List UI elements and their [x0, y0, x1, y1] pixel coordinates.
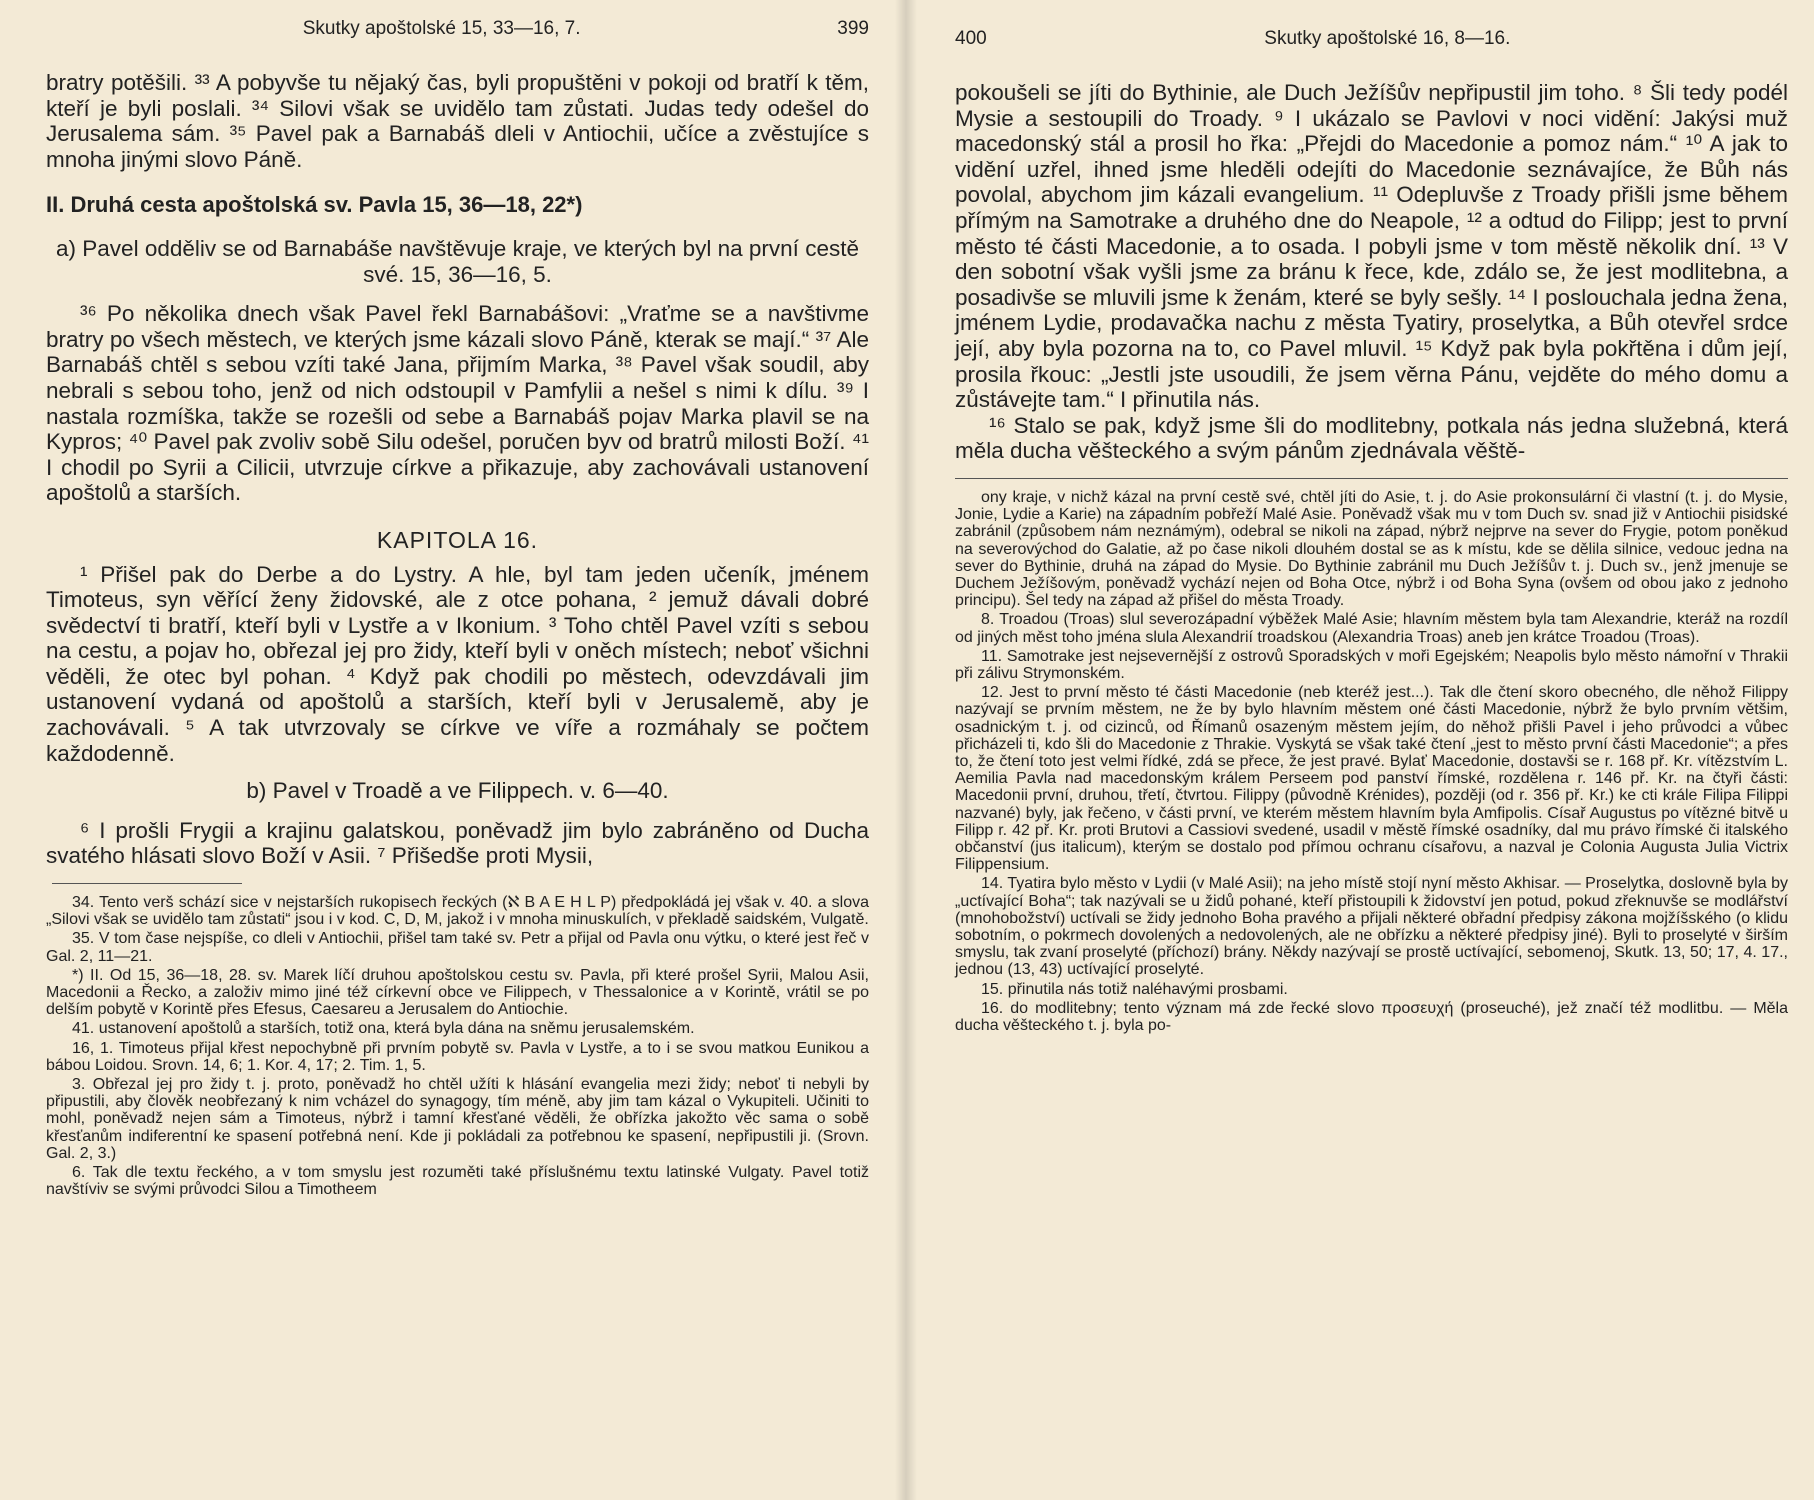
left-paragraph-4: ⁶ I prošli Frygii a krajinu galatskou, poněvadž jim bylo zabráněno od Ducha svatého hlásati slovo Boží v Asii. ⁷ Přišedše proti Mysii,	[46, 817, 869, 869]
book-gutter	[895, 0, 917, 1500]
footnote: 35. V tom čase nejspíše, co dleli v Antiochii, přišel tam také sv. Petr a přijal od Pavla onu výtku, o které jest řeč v Gal. 2, 11—21.	[46, 930, 869, 965]
subheading-a: a) Pavel odděliv se od Barnabáše navštěvuje kraje, ve kterých byl na první cestě své. 15, 36—16, 5.	[56, 235, 859, 287]
left-paragraph-3: ¹ Přišel pak do Derbe a do Lystry. A hle, byl tam jeden učeník, jménem Timoteus, syn věřící ženy židovské, ale z otce pohana, ² jemuž dávali dobré svědectví ti bratří, kteří byli v Lystře a v Ikonium. ³ Toho chtěl Pavel vzíti s sebou na cestu, a pojav ho, obřezal jej pro židy, kteří byli v oněch místech; neboť všichni věděli, že otec byl pohan. ⁴ Když pak chodili po městech, odevzdávali jim ustanovení vydaná od apoštolů a starších, kteří byli v Jerusalemě, aby je zachovávali. ⁵ A tak utvrzovaly se církve ve víře a rozmáhaly se počtem každodenně.	[46, 561, 869, 766]
footnote: 16. do modlitebny; tento význam má zde řecké slovo προσευχή (proseuché), jež značí též modlitbu. — Měla ducha věšteckého t. j. byla po-	[955, 999, 1788, 1034]
right-body-text	[955, 80, 1788, 464]
right-page-number: 400	[955, 28, 987, 49]
left-paragraph-2: ³⁶ Po několika dnech však Pavel řekl Barnabášovi: „Vraťme se a navštivme bratry po všech městech, ve kterých jsme kázali slovo Páně, kterak se mají.“ ³⁷ Ale Barnabáš chtěl s sebou vzíti také Jana, přijmím Marka, ³⁸ Pavel však soudil, aby nebrali s sebou toho, jenž od nich odstoupil v Pamfylii a nešel s nimi k dílu. ³⁹ I nastala rozmíška, takže se rozešli od sebe a Barnabáš pojav Marka plavil se na Kypros; ⁴⁰ Pavel pak zvoliv sobě Silu odešel, poručen byv od bratrů milosti Boží. ⁴¹ I chodil po Syrii a Cilicii, utvrzuje církve a přikazuje, aby zachovávali ustanovení apoštolů a starších.	[46, 301, 869, 506]
subheading-b: b) Pavel v Troadě a ve Filippech. v. 6—40.	[246, 778, 669, 804]
footnote: 41. ustanovení apoštolů a starších, totiž ona, která byla dána na sněmu jerusalemském.	[72, 1020, 695, 1038]
footnote: *) II. Od 15, 36—18, 28. sv. Marek líčí druhou apoštolskou cestu sv. Pavla, při které prošel Syrii, Malou Asii, Macedonii a Řecko, a založiv mimo jiné též církevní obce ve Filippech, v Thessalonice a v Korintě, vrátil se po delším pobytě v Korintě přes Efesus, Caesareu a Jerusalem do Antiochie.	[46, 966, 869, 1019]
left-paragraph-1: bratry potěšili. ³³ A pobyvše tu nějaký čas, byli propuštěni v pokoji od bratří k těm, kteří je byli poslali. ³⁴ Silovi však se uvidělo tam zůstati. Judas tedy odešel do Jerusalema sám. ³⁵ Pavel pak a Barnabáš dleli v Antiochii, učíce a zvěstujíce s mnoha jinými slovo Páně.	[46, 70, 869, 172]
left-footnotes	[46, 894, 869, 1198]
right-paragraph-2: ¹⁶ Stalo se pak, když jsme šli do modlitebny, potkala nás jedna služebná, která měla ducha věšteckého a svým pánům zjednávala věště-	[955, 412, 1788, 464]
section-heading: II. Druhá cesta apoštolská sv. Pavla 15, 36—18, 22*)	[46, 192, 583, 218]
footnote: ony kraje, v nichž kázal na první cestě své, chtěl jíti do Asie, t. j. do Asie prokonsulární či vlastní (t. j. do Mysie, Jonie, Lydie a Karie) na západním pobřeží Malé Asie. Poněvadž však mu v tom Duch sv. snad již v Antiochii pisidské zabránil (způsobem nám neznámým), odebral se nikoli na západ, nýbrž nejprve na sever do Frygie, potom poněkud na severovýchod do Galatie, až po čase nikoli dlouhém dostal se as k místu, kde se dělila silnice, vedouc jedna na sever do Bythinie, druhá na západ do Mysie. Do Bythinie zabránil mu Duch Ježíšův t. j. Duch sv., jenž jmenuje se Duchem Ježíšovým, poněvadž vychází nejen od Boha Otce, nýbrž i od Boha Syna (ovšem od obou jako z jednoho principu). Šel tedy na západ až přišel do města Troady.	[955, 488, 1788, 610]
footnote: 3. Obřezal jej pro židy t. j. proto, poněvadž ho chtěl užíti k hlásání evangelia mezi židy; neboť ti nebyli by připustili, aby člověk neobřezaný k nim vcházel do synagogy, tím méně, aby jim tam kázal o Vykupiteli. Učiniti to mohl, poněvadž nejen sám a Timoteus, nýbrž i tamní křesťané věděli, že obřízka jakožto věc sama o sobě křesťanům indiferentní ke spasení potřebná není. Kde ji pokládali za potřebnou ke spasení, nepřipustili ji. (Srovn. Gal. 2, 3.)	[46, 1076, 869, 1162]
right-paragraph-1: pokoušeli se jíti do Bythinie, ale Duch Ježíšův nepřipustil jim toho. ⁸ Šli tedy podél Mysie a sestoupili do Troady. ⁹ I ukázalo se Pavlovi v noci vidění: Jakýsi muž macedonský stál a prosil ho řka: „Přejdi do Macedonie a pomoz nám.“ ¹⁰ A jak to vidění uzřel, ihned jsme hleděli odejíti do Macedonie seznávajíce, že Bůh nás povolal, abychom jim kázali evangelium. ¹¹ Odepluvše z Troady přišli jsme během přímým na Samotrake a druhého dne do Neapole, ¹² a odtud do Filipp; jest to první město té části Macedonie, a to osada. I pobyli jsme v tom městě několik dní. ¹³ V den sobotní však vyšli jsme za bránu k řece, kde, zdálo se, že jest modlitebna, a posadivše se mluvili jsme k ženám, které se byly sešly. ¹⁴ I poslouchala jedna žena, jménem Lydie, prodavačka nachu z města Tyatiry, proselytka, a Bůh otevřel srdce její, aby byla pozorna na to, co Pavel mluvil. ¹⁵ Když pak byla pokřtěna i dům její, prosila řkouc: „Jestli jste usoudili, že jsem věrna Pánu, vejděte do mého domu a zůstávejte tam.“ I přinutila nás.	[955, 80, 1788, 413]
right-running-head	[955, 28, 1788, 58]
footnote: 34. Tento verš schází sice v nejstarších rukopisech řeckých (ℵ B A E H L P) předpokládá jej však v. 40. a slova „Silovi však se uvidělo tam zůstati“ jsou i v kod. C, D, M, jakož i v mnoha minuskulích, v překladě saidském, Vulgatě.	[46, 894, 869, 929]
right-running-title: Skutky apoštolské 16, 8—16.	[1264, 28, 1511, 49]
footnote-rule	[52, 883, 242, 884]
left-running-head	[46, 18, 869, 48]
left-page-number: 399	[837, 18, 869, 39]
left-body-text	[46, 70, 869, 869]
footnote: 6. Tak dle textu řeckého, a v tom smyslu jest rozuměti také příslušnému textu latinské Vulgaty. Pavel totiž navštíviv se svými průvodci Silou a Timotheem	[46, 1164, 869, 1199]
footnote: 11. Samotrake jest nejsevernější z ostrovů Sporadských v moři Egejském; Neapolis bylo město námořní v Thrakii při zálivu Strymonském.	[955, 647, 1788, 682]
footnote: 15. přinutila nás totiž naléhavými prosbami.	[981, 980, 1288, 998]
footnote-rule	[955, 478, 1788, 479]
left-page	[0, 0, 905, 1500]
footnote: 16, 1. Timoteus přijal křest nepochybně při prvním pobytě sv. Pavla v Lystře, a to i se svou matkou Eunikou a bábou Loidou. Srovn. 14, 6; 1. Kor. 4, 17; 2. Tim. 1, 5.	[46, 1039, 869, 1074]
right-footnotes	[955, 489, 1788, 1034]
chapter-heading: KAPITOLA 16.	[376, 526, 539, 553]
footnote: 8. Troadou (Troas) slul severozápadní výběžek Malé Asie; hlavním městem byla tam Alexandrie, kteráž na rozdíl od jiných měst toho jména slula Alexandrií troadskou (Alexandria Troas) aneb jen krátce Troadou (Troas).	[955, 611, 1788, 646]
footnote: 14. Tyatira bylo město v Lydii (v Malé Asii); na jeho místě stojí nyní město Akhisar. — Proselytka, doslovně byla by „uctívající Boha“; tak nazývali se u židů pohané, kteří přistoupili k židovství jen potud, pokud zřeknuvše se modlářství (mnohobožství) uctívali se židy jednoho Boha pravého a přijali některé obřadní předpisy zákona mojžíšského (o klidu sobotním, o pokrmech dovolených a nedovolených, ale ne obřízku a některé předpisy jiné). Byli to proselyté v širším smyslu, tak zvaní proselyté (příchozí) brány. Někdy nazývají se prostě uctívající, sebomenoj, Skutk. 13, 50; 17, 4. 17., jednou (13, 43) uctívající proselyté.	[955, 875, 1788, 979]
right-page	[905, 0, 1814, 1500]
footnote: 12. Jest to první město té části Macedonie (neb kteréž jest...). Tak dle čtení skoro obecného, dle něhož Filippy nazývají se prvním městem, ne že by bylo hlavním městem oné části Macedonie, nýbrž že bylo prvním většim, osadnickým t. j. od cizinců, od Římanů osazeným městem jejím, do něhož přišli Pavel i jeho průvodci a vůbec přicházeli ti, kdo šli do Macedonie z Thrakie. Vyskytá se však také čtení „jest to město první části Macedonie“; a přes to, že čtení toto jest velmi řídké, zdá se přece, že jest pravé. Bylať Macedonie, dostavši se r. 168 př. Kr. vítězstvím L. Aemilia Pavla nad macedonským králem Perseem pod panství římské, rozdělena r. 146 př. Kr. na čtyři části: Macedonii první, druhou, třetí, čtvrtou. Filippy (původně Krénides), později (od r. 356 př. Kr.) ke cti krále Filipa Filippi nazvané) byly, jak řečeno, v části první, ve kterém městem hlavním byla Amfipolis. Císař Augustus po vítězné bitvě u Filipp r. 42 př. Kr. proti Brutovi a Cassiovi svedené, usadil v městě římské osadníky, dal mu právo římské či italského občanství (jus italicum), kterým se dostalo pod přímou ochranu císařovu, a nazval je Colonia Augusta Julia Victrix Filippensium.	[955, 684, 1788, 874]
left-running-title: Skutky apoštolské 15, 33—16, 7.	[302, 18, 581, 39]
